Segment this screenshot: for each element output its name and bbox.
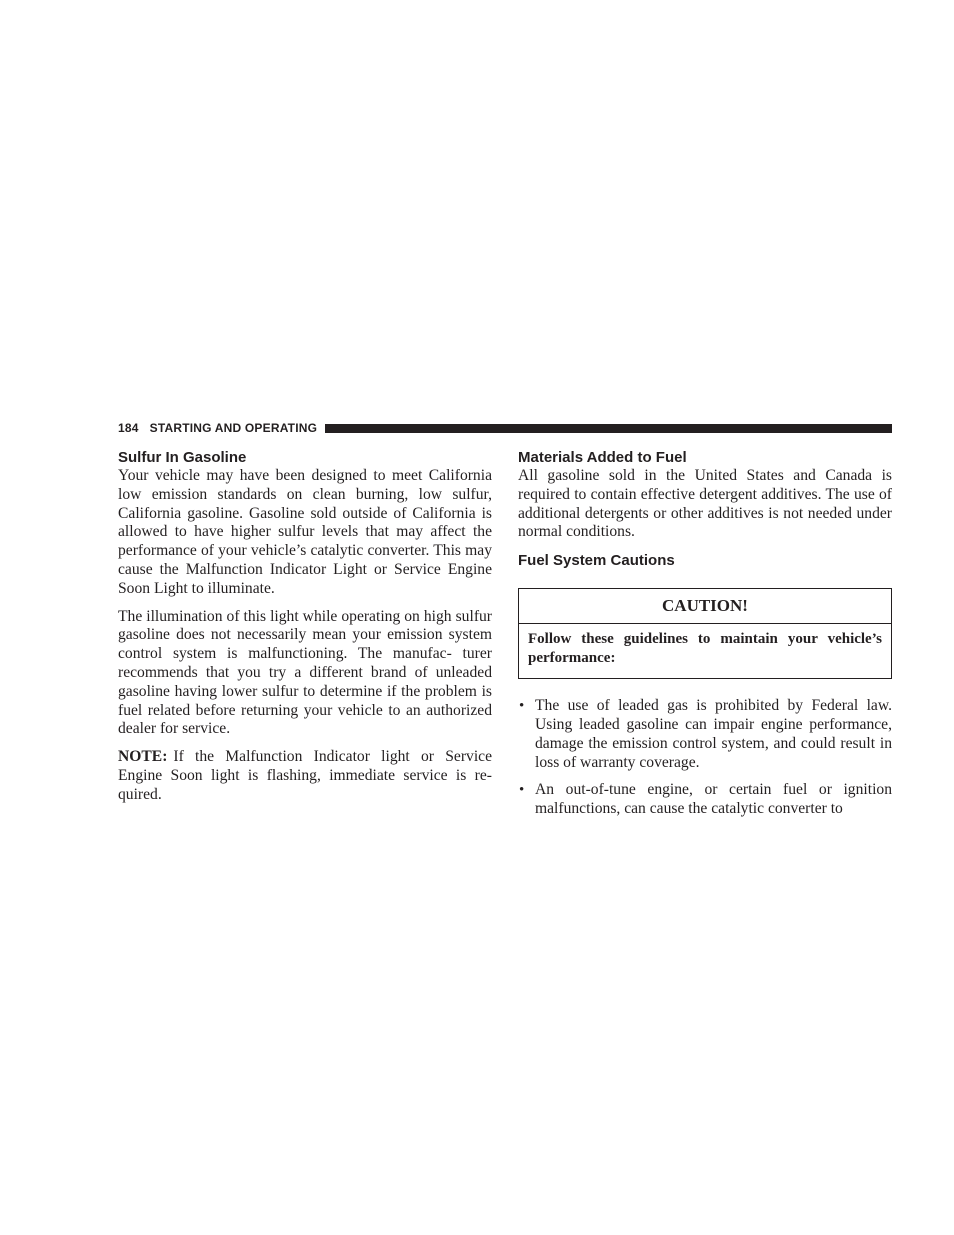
bullet-icon: • bbox=[519, 782, 525, 799]
sulfur-paragraph-1: Your vehicle may have been designed to meet California low emission standards on clean burning, low sulfur, California gasoline. Gasoline sold outside of California is allowed to have higher sulfur levels that may affect the performance of your vehicle’s catalytic converter. This may cause the Malfunction Indicator Light or Service Engine Soon Light to illuminate. bbox=[118, 467, 492, 597]
caution-title: CAUTION! bbox=[519, 589, 891, 624]
fuel-cautions-heading: Fuel System Cautions bbox=[518, 552, 675, 570]
left-column bbox=[118, 448, 492, 805]
caution-bullet-list bbox=[518, 697, 892, 819]
section-title: STARTING AND OPERATING bbox=[149, 421, 318, 435]
materials-paragraph: All gasoline sold in the United States and Canada is required to contain effective detergent additives. The use of additional detergents or other additives is not needed under normal conditions. bbox=[518, 467, 892, 541]
note-label: NOTE: bbox=[118, 748, 168, 766]
page-header bbox=[118, 420, 892, 436]
right-column bbox=[518, 448, 892, 828]
note-paragraph bbox=[118, 748, 492, 804]
bullet-icon: • bbox=[519, 698, 525, 715]
sulfur-paragraph-2: The illumination of this light while operating on high sulfur gasoline does not necessarily mean your emission system control system is malfunctioning. The manufac- turer recommends that you try a different brand of unleaded gasoline having lower sulfur to determine if the problem is fuel related before returning your vehicle to an authorized dealer for service. bbox=[118, 607, 492, 738]
list-item bbox=[518, 781, 892, 819]
caution-text: Follow these guidelines to maintain your vehicle’s performance: bbox=[528, 631, 882, 667]
note-text: If the Malfunction Indicator light or Service Engine Soon light is flashing, immediate service is re- quired. bbox=[118, 748, 492, 803]
page-number: 184 bbox=[118, 421, 139, 435]
sulfur-heading: Sulfur In Gasoline bbox=[118, 449, 247, 466]
list-item bbox=[518, 697, 892, 772]
bullet-text: An out-of-tune engine, or certain fuel or ignition malfunctions, can cause the catalytic converter to bbox=[535, 781, 892, 818]
bullet-text: The use of leaded gas is prohibited by Federal law. Using leaded gasoline can impair engine performance, damage the emission control system, and could result in loss of warranty coverage. bbox=[535, 697, 892, 771]
materials-heading: Materials Added to Fuel bbox=[518, 449, 687, 466]
header-rule bbox=[325, 424, 892, 433]
caution-box bbox=[518, 588, 892, 679]
